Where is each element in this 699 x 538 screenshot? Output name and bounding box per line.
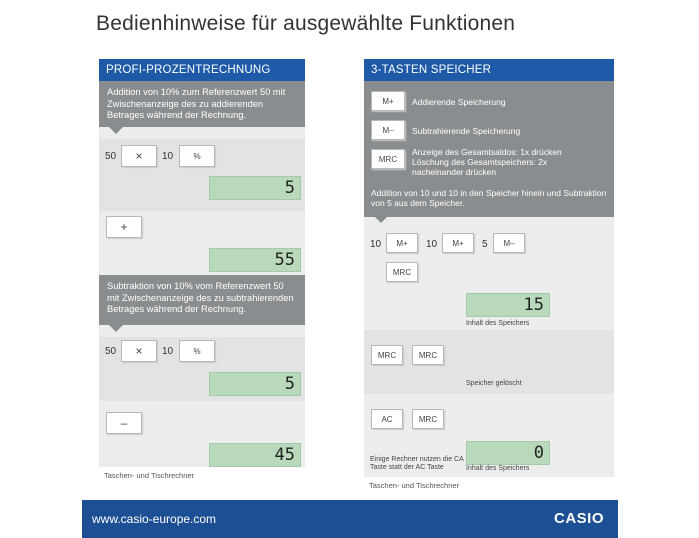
percent-key[interactable]: % xyxy=(179,145,215,167)
operand-10: 10 xyxy=(162,151,174,162)
clear-mrc-2[interactable]: MRC xyxy=(412,345,444,365)
operand-10-b: 10 xyxy=(162,346,174,357)
page-title: Bedienhinweise für ausgewählte Funktionen xyxy=(96,12,516,35)
multiply-key-b[interactable]: × xyxy=(121,340,157,362)
percent-panel-header: PROFI-PROZENTRECHNUNG xyxy=(99,59,305,81)
m-plus-desc: Addierende Speicherung xyxy=(412,97,506,107)
display-result-5: 5 xyxy=(209,176,301,200)
percent-key-b[interactable]: % xyxy=(179,340,215,362)
plus-key[interactable]: + xyxy=(106,216,142,238)
operand-50: 50 xyxy=(105,151,117,162)
m-minus-desc: Subtrahierende Speicherung xyxy=(412,126,521,136)
ac-key[interactable]: AC xyxy=(371,409,403,429)
seq-number-10b: 10 xyxy=(426,239,438,250)
display-result-55: 55 xyxy=(209,248,301,272)
seq-m-plus-2[interactable]: M+ xyxy=(442,233,474,253)
addition-instruction: Addition von 10% zum Referenzwert 50 mit Zwischenanzeige des zu addierenden Betrages während der Rechnung. xyxy=(99,81,305,127)
ac-note: Einige Rechner nutzen die CA Taste statt der AC Taste xyxy=(370,456,464,471)
mrc-desc: Anzeige des Gesamtsaldos: 1x drücken Löschung des Gesamtspeichers: 2x nacheinander drücken xyxy=(412,147,562,177)
seq-mrc[interactable]: MRC xyxy=(386,262,418,282)
m-plus-legend-key: M+ xyxy=(371,91,405,111)
subtraction-instruction: Subtraktion von 10% vom Referenzwert 50 mit Zwischenanzeige des zu subtrahierenden Betrages während der Rechnung. xyxy=(99,275,305,325)
footer-bar xyxy=(82,500,618,538)
seq-m-minus[interactable]: M– xyxy=(493,233,525,253)
final-mrc-key[interactable]: MRC xyxy=(412,409,444,429)
left-caption: Taschen- und Tischrechner xyxy=(104,471,195,480)
right-caption: Taschen- und Tischrechner xyxy=(369,481,460,490)
clear-mrc-1[interactable]: MRC xyxy=(371,345,403,365)
memory-display-15: 15 xyxy=(466,293,550,317)
memory-panel-header: 3-TASTEN SPEICHER xyxy=(364,59,614,81)
memory-example-text: Addition von 10 und 10 in den Speicher hinein und Subtraktion von 5 aus dem Speicher. xyxy=(371,188,607,208)
memory-display-0: 0 xyxy=(466,441,550,465)
seq-number-5: 5 xyxy=(482,239,488,250)
memory-panel xyxy=(364,59,614,477)
memory-cleared-label: Speicher gelöscht xyxy=(466,380,522,387)
casio-logo: CASIO xyxy=(553,510,604,527)
display-result-45: 45 xyxy=(209,443,301,467)
minus-key[interactable]: – xyxy=(106,412,142,434)
memory-content-label: Inhalt des Speichers xyxy=(466,320,530,327)
multiply-key[interactable]: × xyxy=(121,145,157,167)
m-minus-legend-key: M– xyxy=(371,120,405,140)
mrc-legend-key: MRC xyxy=(371,149,405,169)
percent-panel xyxy=(99,59,305,467)
seq-number-10a: 10 xyxy=(370,239,382,250)
seq-m-plus-1[interactable]: M+ xyxy=(386,233,418,253)
website-link[interactable]: www.casio-europe.com xyxy=(92,512,217,526)
operand-50-b: 50 xyxy=(105,346,117,357)
memory-content-label-2: Inhalt des Speichers xyxy=(466,465,530,472)
legend-notch xyxy=(374,216,388,223)
display-result-5-b: 5 xyxy=(209,372,301,396)
